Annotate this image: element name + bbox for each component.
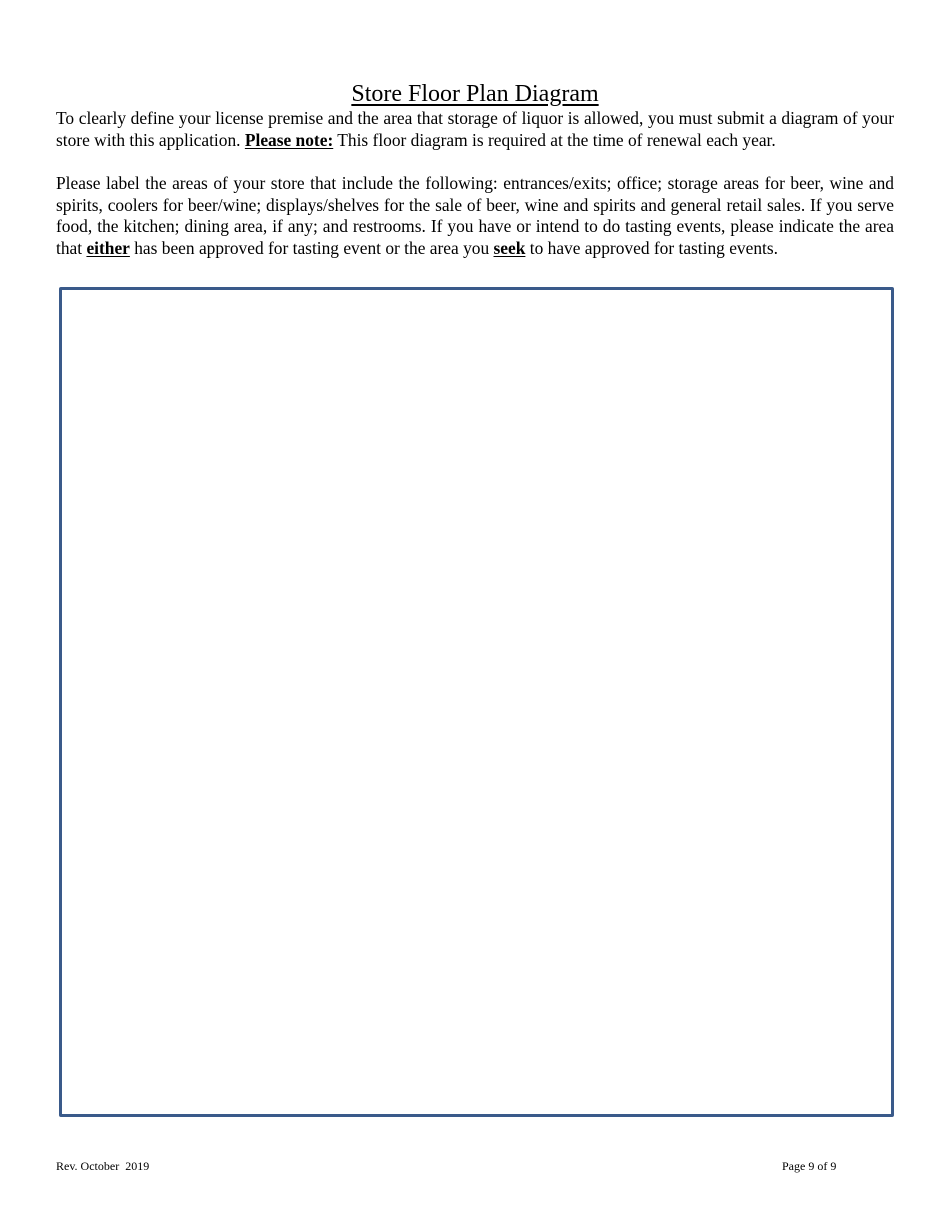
- seek-emphasis: seek: [493, 237, 526, 258]
- intro-text-end: This floor diagram is required at the time of renewal each year.: [333, 129, 776, 150]
- page-title: Store Floor Plan Diagram: [351, 81, 599, 107]
- instructions-paragraph: [56, 173, 894, 259]
- intro-paragraph: [56, 108, 894, 151]
- page-number-footer: Page 9 of 9: [782, 1159, 837, 1173]
- floor-plan-drawing-area[interactable]: [59, 287, 894, 1117]
- revision-footer: Rev. October 2019: [56, 1159, 150, 1173]
- either-emphasis: either: [86, 237, 130, 258]
- please-note-label: Please note:: [244, 129, 334, 150]
- instructions-text-end: to have approved for tasting events.: [525, 237, 778, 258]
- instructions-text-start: Please label the areas of your store that include the following: entrances/exits; office; storage areas for beer, wine and spirits, coolers for beer/wine; displays/shelves for the sale of beer, wine and spirits and general retail sales. If you serve food, the kitchen; dining area, if any; and restrooms. If you have or intend to do tasting events, please indicate the area that: [56, 173, 894, 258]
- instructions-text-middle: has been approved for tasting event or the area you: [129, 237, 494, 258]
- intro-text-start: To clearly define your license premise and the area that storage of liquor is allowed, you must submit a diagram of your store with this application.: [56, 108, 894, 150]
